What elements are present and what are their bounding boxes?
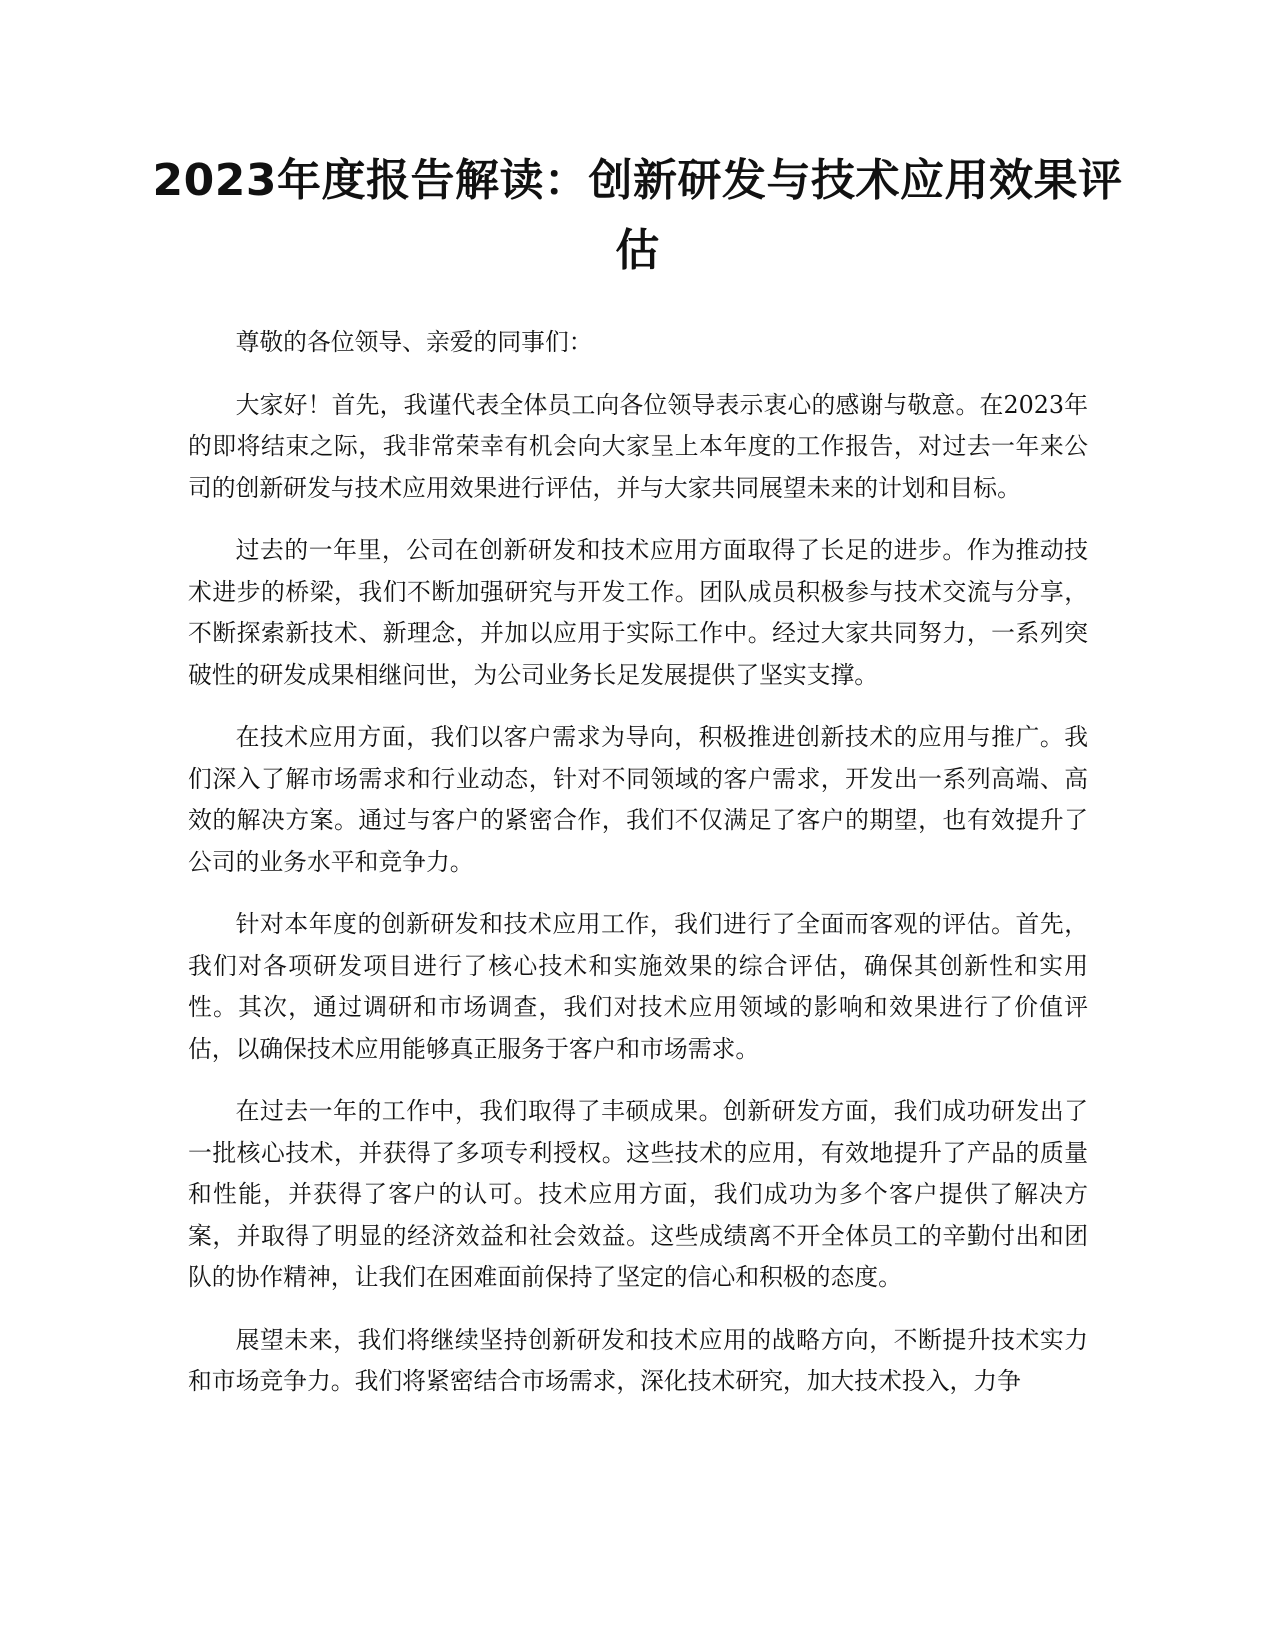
paragraph-evaluation: 针对本年度的创新研发和技术应用工作，我们进行了全面而客观的评估。首先，我们对各项研发项目进行了核心技术和实施效果的综合评估，确保其创新性和实用性。其次，通过调研和市场调查，我们对技术应用领域的影响和效果进行了价值评估，以确保技术应用能够真正服务于客户和市场需求。	[188, 910, 1088, 1063]
document-body	[188, 322, 1088, 1424]
paragraph-rd-progress: 过去的一年里，公司在创新研发和技术应用方面取得了长足的进步。作为推动技术进步的桥梁，我们不断加强研究与开发工作。团队成员积极参与技术交流与分享，不断探索新技术、新理念，并加以应用于实际工作中。经过大家共同努力，一系列突破性的研发成果相继问世，为公司业务长足发展提供了坚实支撑。	[188, 536, 1088, 689]
paragraph-outlook: 展望未来，我们将继续坚持创新研发和技术应用的战略方向，不断提升技术实力和市场竞争力。我们将紧密结合市场需求，深化技术研究，加大技术投入，力争	[188, 1325, 1088, 1395]
document-title: 2023年度报告解读：创新研发与技术应用效果评估	[152, 155, 1123, 276]
paragraph-achievements: 在过去一年的工作中，我们取得了丰硕成果。创新研发方面，我们成功研发出了一批核心技术，并获得了多项专利授权。这些技术的应用，有效地提升了产品的质量和性能，并获得了客户的认可。技术应用方面，我们成功为多个客户提供了解决方案，并取得了明显的经济效益和社会效益。这些成绩离不开全体员工的辛勤付出和团队的协作精神，让我们在困难面前保持了坚定的信心和积极的态度。	[188, 1097, 1088, 1291]
paragraph-tech-application: 在技术应用方面，我们以客户需求为导向，积极推进创新技术的应用与推广。我们深入了解市场需求和行业动态，针对不同领域的客户需求，开发出一系列高端、高效的解决方案。通过与客户的紧密合作，我们不仅满足了客户的期望，也有效提升了公司的业务水平和竞争力。	[188, 723, 1088, 876]
paragraph-greeting: 大家好！首先，我谨代表全体员工向各位领导表示衷心的感谢与敬意。在2023年的即将结束之际，我非常荣幸有机会向大家呈上本年度的工作报告，对过去一年来公司的创新研发与技术应用效果进行评估，并与大家共同展望未来的计划和目标。	[188, 390, 1088, 502]
paragraph-salutation: 尊敬的各位领导、亲爱的同事们：	[235, 328, 593, 356]
